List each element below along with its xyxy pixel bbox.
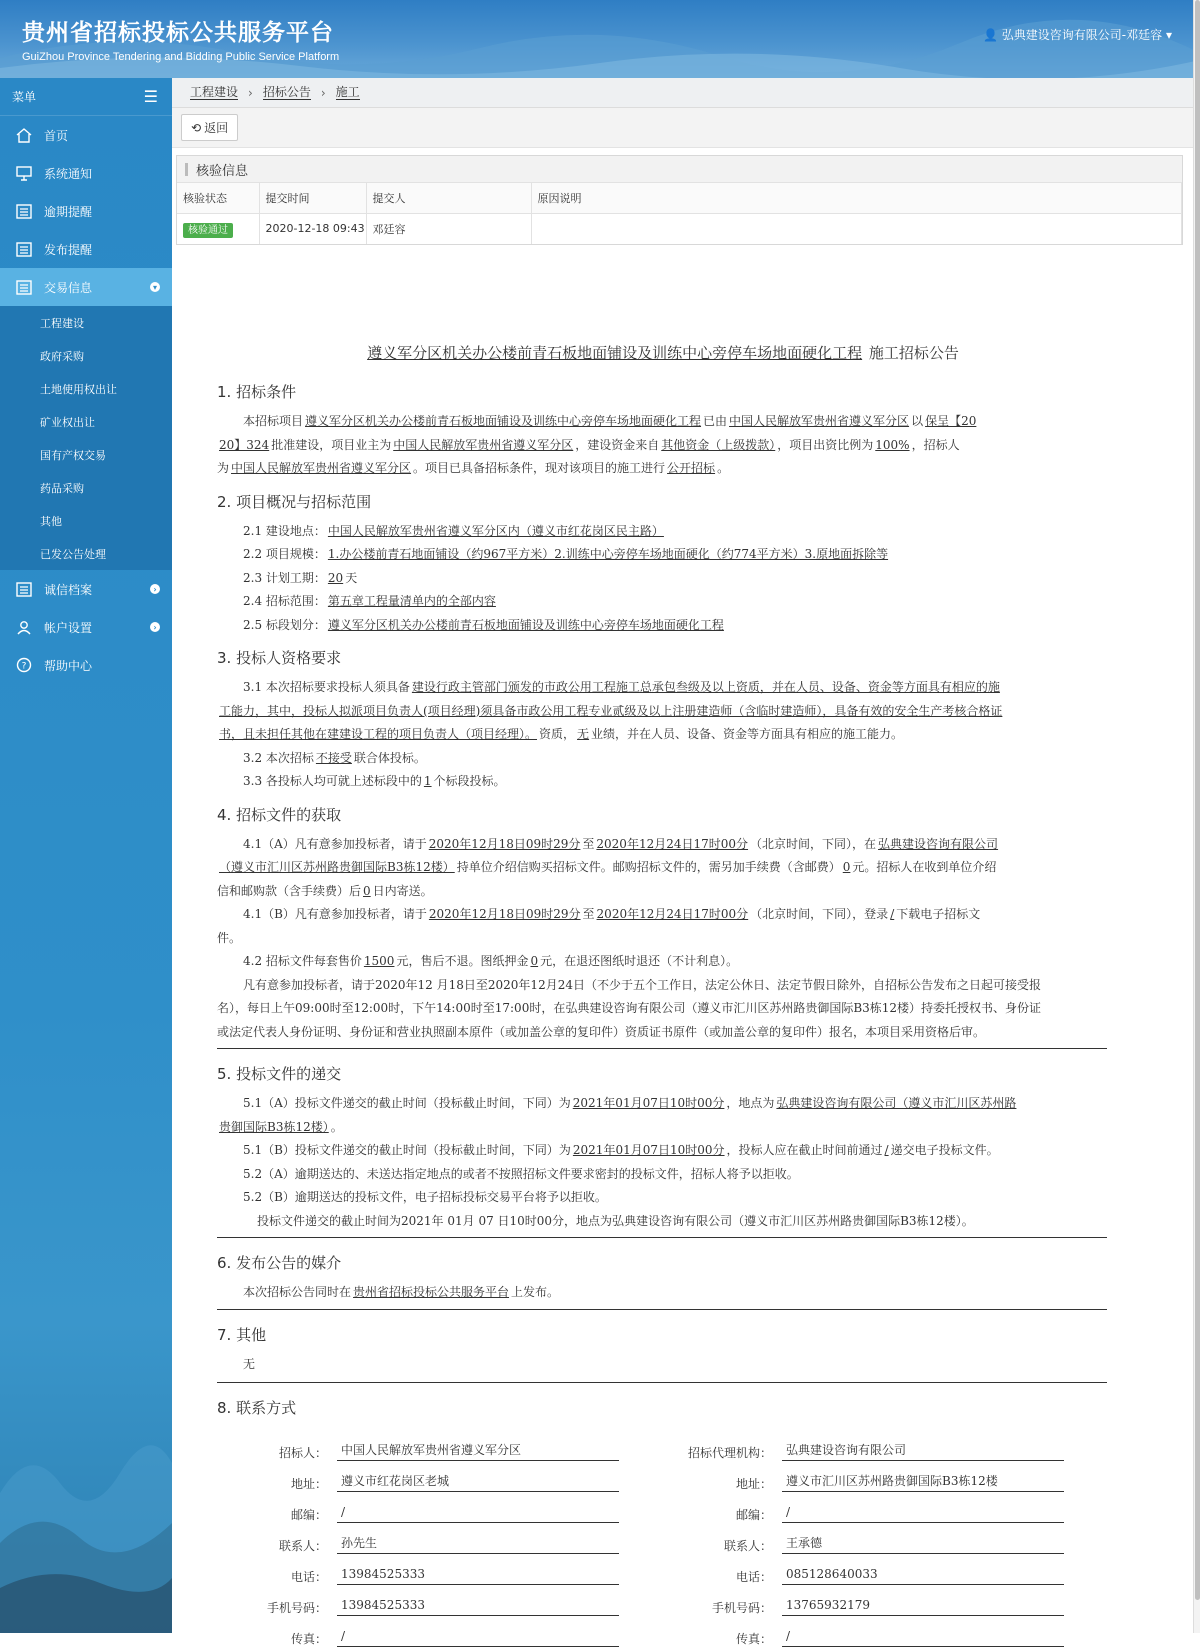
chevron-right-icon: › bbox=[320, 85, 326, 100]
s4-line-5: 件。 bbox=[217, 930, 242, 945]
unit: 天 bbox=[345, 570, 358, 585]
notice-title bbox=[217, 342, 1107, 363]
user-name: 弘典建设咨询有限公司-邓廷容 bbox=[1001, 28, 1163, 42]
value: 中国人民解放军贵州省遵义军分区内（遵义市红花岗区民主路） bbox=[327, 523, 664, 538]
submenu-item[interactable]: 药品采购 bbox=[40, 481, 84, 495]
text: 3.1 本次招标要求投标人须具备 bbox=[243, 680, 410, 694]
sidebar-item-label: 交易信息 bbox=[44, 280, 93, 295]
sidebar-item-label: 帐户设置 bbox=[44, 620, 93, 635]
text: ，建设资金来自 bbox=[575, 437, 660, 452]
contact-value: 085128640033 bbox=[782, 1563, 1064, 1585]
submenu-item[interactable]: 其他 bbox=[40, 514, 62, 528]
section-3-heading: 3. 投标人资格要求 bbox=[217, 649, 342, 667]
list-icon bbox=[14, 241, 34, 257]
contact-label: 地址： bbox=[735, 1477, 772, 1491]
landscape-decoration bbox=[0, 1373, 172, 1633]
contact-row bbox=[217, 1461, 662, 1492]
table-row bbox=[177, 213, 1182, 244]
svg-text:?: ? bbox=[21, 661, 27, 672]
text: 4.1（A）凡有意参加投标者，请于 bbox=[243, 836, 427, 851]
text: 日内寄送。 bbox=[372, 883, 433, 898]
label: 2.1 建设地点： bbox=[243, 523, 326, 538]
s2-duration bbox=[217, 567, 1107, 591]
submenu-item[interactable]: 工程建设 bbox=[40, 316, 84, 330]
text: ，地点为 bbox=[726, 1096, 775, 1110]
fund-source: 其他资金（上级拨款） bbox=[661, 437, 776, 452]
text: 本次招标公告同时在 bbox=[243, 1285, 352, 1299]
notice-title-project: 遵义军分区机关办公楼前青石板地面铺设及训练中心旁停车场地面硬化工程 bbox=[367, 344, 863, 362]
text: 元，售后不退。图纸押金 bbox=[396, 954, 529, 968]
chevron-right-icon: › bbox=[248, 85, 253, 100]
text: 持单位介绍信购买招标文件。邮购招标文件的，需另加手续费（含邮费） bbox=[456, 860, 841, 874]
owner: 中国人民解放军贵州省遵义军分区 bbox=[393, 437, 574, 452]
s4-note-3: 或法定代表人身份证明、身份证和营业执照副本原件（或加盖公章的复印件）资质证书原件（或加盖公章的复印件）报名，本项目采用资格后审。 bbox=[217, 1024, 986, 1039]
sidebar-item[interactable] bbox=[0, 608, 172, 646]
sidebar bbox=[0, 78, 172, 1633]
s2-location bbox=[217, 520, 1107, 544]
contact-label: 联系人： bbox=[278, 1539, 327, 1553]
divider bbox=[217, 1382, 1107, 1383]
label: 2.4 招标范围： bbox=[243, 594, 326, 608]
s5-line-2 bbox=[217, 1116, 1107, 1140]
hamburger-icon[interactable]: ☰ bbox=[143, 87, 158, 106]
text: 元，在退还图纸时退还（不计利息）。 bbox=[540, 954, 739, 968]
contact-label: 电话： bbox=[290, 1570, 327, 1584]
col-status: 核验状态 bbox=[177, 183, 259, 213]
col-reason: 原因说明 bbox=[531, 183, 1182, 213]
agency-contact bbox=[662, 1430, 1107, 1647]
section-6-heading: 6. 发布公告的媒介 bbox=[217, 1254, 342, 1272]
verification-title-bar bbox=[177, 156, 1182, 183]
deadline: 2021年01月07日10时00分 bbox=[572, 1143, 725, 1157]
list-icon bbox=[14, 203, 34, 219]
label: 2.2 项目规模： bbox=[243, 547, 326, 561]
chevron-right-icon: › bbox=[150, 584, 160, 594]
divider bbox=[217, 1237, 1107, 1238]
contact-row bbox=[662, 1523, 1107, 1554]
toolbar bbox=[172, 108, 1193, 148]
sidebar-item[interactable] bbox=[0, 230, 172, 268]
sidebar-item-label: 发布提醒 bbox=[44, 242, 93, 257]
contact-label: 手机号码： bbox=[711, 1601, 772, 1615]
s2-scale bbox=[217, 543, 1107, 567]
price: 1500 bbox=[363, 954, 395, 968]
contact-value: 13984525333 bbox=[337, 1594, 619, 1616]
contact-value: 中国人民解放军贵州省遵义军分区 bbox=[337, 1439, 619, 1461]
s3-line-4 bbox=[217, 747, 1107, 771]
site-logo[interactable] bbox=[22, 14, 339, 63]
s6-line-1 bbox=[217, 1281, 1107, 1305]
contact-label: 电话： bbox=[735, 1570, 772, 1584]
text: 联合体投标。 bbox=[353, 750, 426, 765]
chevron-down-icon: ▾ bbox=[150, 282, 160, 292]
notice-document bbox=[217, 336, 1107, 1647]
s1-line-3 bbox=[217, 457, 1107, 481]
agency: 弘典建设咨询有限公司 bbox=[878, 836, 999, 851]
url: / bbox=[890, 907, 895, 921]
col-time: 提交时间 bbox=[259, 183, 366, 213]
contact-value: 王承德 bbox=[782, 1532, 1064, 1554]
s4-line-4 bbox=[217, 903, 1107, 927]
sidebar-item[interactable] bbox=[0, 192, 172, 230]
site-subtitle: GuiZhou Province Tendering and Bidding Public Service Platform bbox=[22, 51, 340, 63]
section-7-heading: 7. 其他 bbox=[217, 1325, 267, 1344]
text: 5.1（B）投标文件递交的截止时间（投标截止时间，下同）为 bbox=[243, 1143, 571, 1157]
text: 上发布。 bbox=[511, 1285, 560, 1299]
contact-label: 传真： bbox=[290, 1632, 327, 1646]
approver: 中国人民解放军贵州省遵义军分区 bbox=[729, 414, 910, 428]
contact-row bbox=[217, 1616, 662, 1647]
text: （北京时间，下同），登录 bbox=[750, 907, 889, 921]
text: 以 bbox=[911, 414, 924, 428]
text: ，项目出资比例为 bbox=[777, 437, 874, 452]
contact-row bbox=[217, 1554, 662, 1585]
text: 信和邮购款（含手续费）后 bbox=[217, 883, 362, 898]
section-2-heading: 2. 项目概况与招标范围 bbox=[217, 492, 372, 511]
text: 递交电子投标文件。 bbox=[890, 1143, 999, 1157]
label: 2.5 标段划分： bbox=[243, 617, 326, 632]
submenu-trade bbox=[0, 306, 172, 570]
label: 2.3 计划工期： bbox=[243, 570, 326, 585]
contact-value: 孙先生 bbox=[337, 1532, 619, 1554]
menu-label: 菜单 bbox=[12, 90, 37, 104]
s4-note-1: 凡有意参加投标者，请于2020年12 月18日至2020年12月24日（不少于五个工作日，法定公休日、法定节假日除外，自招标公告发布之日起可接受报 bbox=[243, 977, 1041, 992]
home-icon bbox=[14, 127, 34, 143]
back-button-label: 返回 bbox=[204, 121, 229, 135]
help-icon bbox=[14, 657, 34, 673]
col-submitter: 提交人 bbox=[366, 183, 531, 213]
project-name: 遵义军分区机关办公楼前青石板地面铺设及训练中心旁停车场地面硬化工程 bbox=[305, 414, 702, 428]
user-menu[interactable] bbox=[983, 26, 1172, 43]
deposit: 0 bbox=[530, 954, 539, 968]
text: 已由 bbox=[703, 414, 728, 428]
breadcrumb-construction[interactable]: 施工 bbox=[335, 85, 360, 99]
text: 5.1（A）投标文件递交的截止时间（投标截止时间，下同）为 bbox=[243, 1096, 571, 1110]
sidebar-item[interactable] bbox=[0, 116, 172, 154]
text: 批准建设，项目业主为 bbox=[271, 437, 392, 452]
status-cell bbox=[177, 213, 259, 244]
sidebar-item[interactable] bbox=[0, 570, 172, 608]
contact-value: / bbox=[337, 1501, 619, 1523]
value: 20 bbox=[327, 570, 344, 585]
submitter-cell: 邓廷容 bbox=[366, 213, 531, 244]
contact-row bbox=[662, 1430, 1107, 1461]
breadcrumb-bid-notice[interactable]: 招标公告 bbox=[262, 85, 311, 99]
verification-table bbox=[177, 183, 1182, 244]
time-cell: 2020-12-18 09:43 bbox=[259, 213, 366, 244]
value: 1.办公楼前青石地面铺设（约967平方米）2.训练中心旁停车场地面硬化（约774平方米）3.原地面拆除等 bbox=[327, 547, 889, 561]
contact-value: / bbox=[782, 1501, 1064, 1523]
contact-row bbox=[662, 1492, 1107, 1523]
contact-value: 遵义市汇川区苏州路贵御国际B3栋12楼 bbox=[782, 1470, 1064, 1492]
text: （北京时间，下同），在 bbox=[750, 836, 877, 851]
contact-row bbox=[217, 1523, 662, 1554]
s3-line-5 bbox=[217, 770, 1107, 794]
section-4-heading: 4. 招标文件的获取 bbox=[217, 805, 342, 824]
text: 3.2 本次招标 bbox=[243, 750, 314, 765]
text: 3.3 各投标人均可就上述标段中的 bbox=[243, 774, 422, 788]
tender-method: 公开招标 bbox=[667, 461, 716, 475]
main-content bbox=[172, 78, 1193, 1646]
s5-line-5: 5.2（B）逾期送达的投标文件，电子招标投标交易平台将予以拒收。 bbox=[243, 1190, 607, 1204]
breadcrumb-engineering[interactable]: 工程建设 bbox=[190, 85, 239, 99]
sidebar-item-label: 系统通知 bbox=[44, 166, 93, 181]
divider bbox=[217, 1309, 1107, 1310]
agency-address: （遵义市汇川区苏州路贵御国际B3栋12楼） bbox=[219, 860, 455, 874]
fee: 0 bbox=[842, 860, 851, 874]
section-1-heading: 1. 招标条件 bbox=[217, 383, 297, 401]
contact-row bbox=[662, 1585, 1107, 1616]
consortium: 不接受 bbox=[315, 750, 352, 765]
end-time: 2020年12月24日17时00分 bbox=[596, 907, 749, 921]
s4-line-3 bbox=[217, 880, 1107, 904]
s5-line-4: 5.2（A）逾期送达的、未送达指定地点的或者不按照招标文件要求密封的投标文件，招标人将予以拒收。 bbox=[243, 1166, 799, 1181]
contact-label: 地址： bbox=[290, 1477, 327, 1491]
location: 贵御国际B3栋12楼） bbox=[219, 1119, 329, 1134]
caret-down-icon: ▾ bbox=[1165, 28, 1172, 42]
section-8-heading: 8. 联系方式 bbox=[217, 1399, 297, 1417]
sidebar-item-label: 帮助中心 bbox=[44, 658, 93, 673]
text: 至 bbox=[582, 907, 595, 921]
s4-line-1 bbox=[217, 833, 1107, 857]
text: 4.1（B）凡有意参加投标者，请于 bbox=[243, 907, 427, 921]
section-5-heading: 5. 投标文件的递交 bbox=[217, 1065, 342, 1083]
text: 。 bbox=[717, 461, 730, 475]
s1-line-1 bbox=[217, 410, 1107, 434]
contact-row bbox=[662, 1461, 1107, 1492]
s4-note-2: 名），每日上午09:00时至12:00时，下午14:00时至17:00时，在弘典建设咨询有限公司（遵义市汇川区苏州路贵御国际B3栋12楼）持委托授权书、身份证 bbox=[217, 1001, 1042, 1015]
divider bbox=[217, 1048, 1107, 1049]
contact-value: / bbox=[337, 1625, 619, 1647]
user-icon bbox=[14, 619, 34, 635]
s5-note: 投标文件递交的截止时间为2021年 01月 07 日10时00分，地点为弘典建设咨询有限公司（遵义市汇川区苏州路贵御国际B3栋12楼）。 bbox=[257, 1213, 974, 1228]
qualification: 书，且未担任其他在建建设工程的项目负责人（项目经理）。 bbox=[219, 727, 538, 741]
monitor-icon bbox=[14, 165, 34, 181]
sidebar-item[interactable] bbox=[0, 646, 172, 684]
sidebar-item[interactable] bbox=[0, 268, 172, 306]
contact-value: 遵义市红花岗区老城 bbox=[337, 1470, 619, 1492]
back-icon: ⟲ bbox=[191, 120, 202, 135]
title-marker bbox=[185, 163, 188, 176]
text: 为 bbox=[217, 461, 230, 475]
qualification: 建设行政主管部门颁发的市政公用工程施工总承包叁级及以上资质，并在人员、设备、资金等方面具有相应的施 bbox=[411, 680, 1000, 694]
text: 。 bbox=[330, 1119, 343, 1134]
media: 贵州省招标投标公共服务平台 bbox=[353, 1285, 510, 1299]
breadcrumb bbox=[172, 78, 1193, 108]
contact-row bbox=[217, 1492, 662, 1523]
submenu-item[interactable]: 国有产权交易 bbox=[40, 448, 106, 462]
list-icon bbox=[14, 279, 34, 295]
start-time: 2020年12月18日09时29分 bbox=[428, 907, 581, 921]
contact-value: 13765932179 bbox=[782, 1594, 1064, 1616]
s4-line-6 bbox=[217, 950, 1107, 974]
days: 0 bbox=[363, 883, 371, 898]
scrollbar-thumb[interactable] bbox=[1195, 0, 1200, 1600]
submenu-item[interactable]: 土地使用权出让 bbox=[40, 382, 117, 396]
s2-lots bbox=[217, 614, 1107, 638]
s4-line-2 bbox=[217, 856, 1107, 880]
contact-row bbox=[662, 1554, 1107, 1585]
fund-ratio: 100% bbox=[875, 437, 910, 452]
sidebar-header bbox=[0, 78, 172, 116]
submenu-item[interactable]: 已发公告处理 bbox=[40, 547, 106, 561]
contact-label: 联系人： bbox=[723, 1539, 772, 1553]
start-time: 2020年12月18日09时29分 bbox=[428, 836, 581, 851]
text: 资质， bbox=[539, 727, 576, 741]
list-icon bbox=[14, 581, 34, 597]
contact-label: 邮编： bbox=[290, 1508, 327, 1522]
contact-label: 招标人： bbox=[278, 1446, 327, 1460]
status-badge: 核验通过 bbox=[183, 223, 233, 238]
s1-line-2 bbox=[217, 434, 1107, 458]
submenu-item[interactable]: 矿业权出让 bbox=[40, 415, 95, 429]
url: / bbox=[884, 1143, 889, 1157]
tenderer-contact bbox=[217, 1430, 662, 1647]
text: 。项目已具备招标条件，现对该项目的施工进行 bbox=[413, 461, 666, 475]
text: 元。招标人在收到单位介绍 bbox=[852, 860, 997, 874]
site-title: 贵州省招标投标公共服务平台 bbox=[22, 20, 334, 46]
verification-title: 核验信息 bbox=[196, 163, 249, 179]
contact-label: 手机号码： bbox=[266, 1601, 327, 1615]
sidebar-item[interactable] bbox=[0, 154, 172, 192]
value: 遵义军分区机关办公楼前青石板地面铺设及训练中心旁停车场地面硬化工程 bbox=[327, 617, 724, 632]
contact-row bbox=[217, 1585, 662, 1616]
s2-scope bbox=[217, 590, 1107, 614]
contact-label: 招标代理机构： bbox=[687, 1446, 772, 1460]
approval-no: 20】324 bbox=[219, 437, 270, 452]
text: 个标段投标。 bbox=[433, 774, 506, 788]
deadline: 2021年01月07日10时00分 bbox=[572, 1096, 725, 1110]
user-icon: 👤 bbox=[983, 28, 998, 42]
sidebar-item-label: 诚信档案 bbox=[44, 582, 93, 597]
text: 4.2 招标文件每套售价 bbox=[243, 954, 362, 968]
contact-label: 传真： bbox=[735, 1632, 772, 1646]
chevron-right-icon: › bbox=[150, 622, 160, 632]
performance: 无 bbox=[577, 727, 590, 741]
s3-line-1 bbox=[217, 676, 1107, 700]
reason-cell bbox=[531, 213, 1182, 244]
sidebar-item-label: 逾期提醒 bbox=[44, 204, 93, 219]
contact-info bbox=[217, 1430, 1107, 1647]
s7-line-1: 无 bbox=[243, 1356, 256, 1371]
value: 第五章工程量清单内的全部内容 bbox=[327, 594, 496, 608]
table-header-row bbox=[177, 183, 1182, 213]
text: 下载电子招标文 bbox=[896, 907, 981, 921]
contact-row bbox=[217, 1430, 662, 1461]
submenu-item[interactable]: 政府采购 bbox=[40, 349, 84, 363]
text: 本招标项目 bbox=[243, 414, 304, 428]
qualification: 工能力，其中，投标人拟派项目负责人(项目经理)须具备市政公用工程专业贰级及以上注册建造师（含临时建造师），具备有效的安全生产考核合格证 bbox=[219, 703, 1003, 718]
tenderer: 中国人民解放军贵州省遵义军分区 bbox=[231, 461, 412, 475]
notice-title-suffix: 施工招标公告 bbox=[868, 344, 959, 362]
s5-line-1 bbox=[217, 1092, 1107, 1116]
text: 至 bbox=[582, 836, 595, 851]
contact-value: 弘典建设咨询有限公司 bbox=[782, 1439, 1064, 1461]
lot-count: 1 bbox=[423, 774, 432, 788]
verification-panel bbox=[176, 155, 1183, 245]
text: ，招标人 bbox=[911, 437, 960, 452]
back-button[interactable] bbox=[181, 114, 238, 141]
s3-line-2 bbox=[217, 700, 1107, 724]
location: 弘典建设咨询有限公司（遵义市汇川区苏州路 bbox=[776, 1096, 1017, 1110]
end-time: 2020年12月24日17时00分 bbox=[596, 836, 749, 851]
contact-value: / bbox=[782, 1625, 1064, 1647]
page-scrollbar[interactable] bbox=[1193, 0, 1200, 1633]
contact-value: 13984525333 bbox=[337, 1563, 619, 1585]
text: 业绩，并在人员、设备、资金等方面具有相应的施工能力。 bbox=[591, 727, 904, 741]
sidebar-item-label: 首页 bbox=[44, 128, 69, 143]
approval-no: 保呈【20 bbox=[925, 414, 977, 428]
contact-row bbox=[662, 1616, 1107, 1647]
text: ，投标人应在截止时间前通过 bbox=[726, 1143, 883, 1157]
s3-line-3 bbox=[217, 723, 1107, 747]
s5-line-3 bbox=[217, 1139, 1107, 1163]
top-header bbox=[0, 0, 1200, 78]
contact-label: 邮编： bbox=[735, 1508, 772, 1522]
